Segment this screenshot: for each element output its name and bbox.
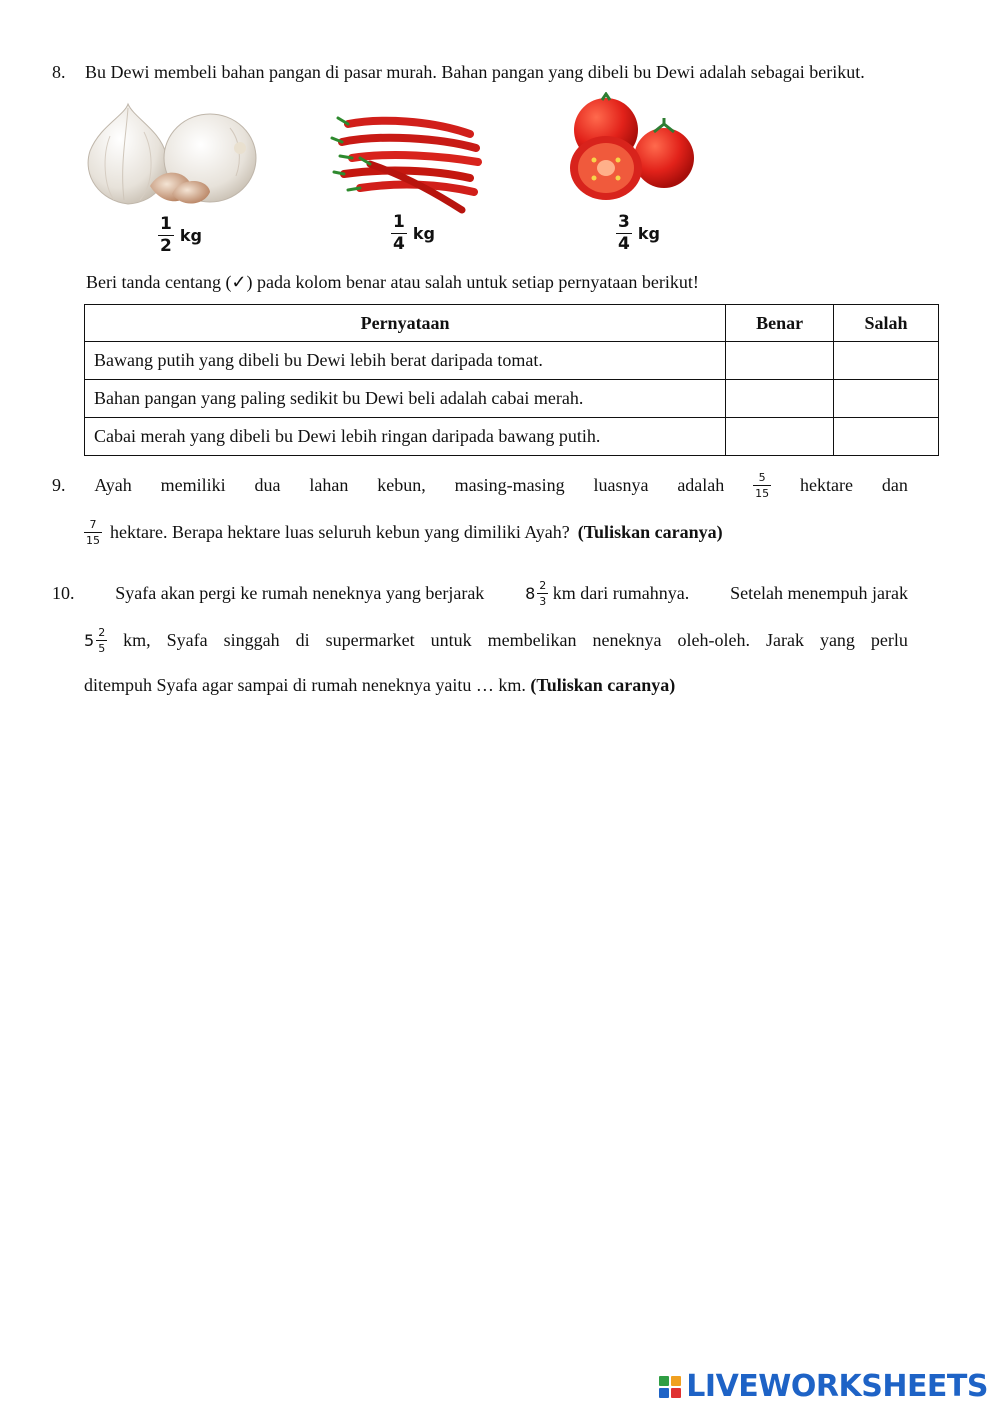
word: perlu bbox=[870, 630, 908, 650]
header-true: Benar bbox=[726, 305, 834, 342]
question-number: 10. bbox=[52, 583, 75, 603]
question-10-line-2 bbox=[84, 627, 908, 654]
logo-icon bbox=[659, 1376, 681, 1398]
table-row bbox=[85, 418, 939, 456]
instruction-bold: (Tuliskan caranya) bbox=[530, 675, 676, 695]
word: dua bbox=[254, 475, 281, 495]
numerator: 7 bbox=[89, 518, 97, 531]
question-text-end: Setelah menempuh jarak bbox=[730, 583, 908, 603]
instruction-bold: (Tuliskan caranya) bbox=[577, 522, 723, 542]
word: km, bbox=[123, 630, 151, 650]
numerator: 3 bbox=[618, 212, 630, 232]
question-text: Syafa akan pergi ke rumah neneknya yang berjarak bbox=[115, 583, 485, 603]
question-text: ditempuh Syafa agar sampai di rumah neneknya yaitu … km. bbox=[84, 675, 526, 695]
statement-table bbox=[84, 304, 939, 456]
unit: kg bbox=[637, 224, 660, 243]
true-checkbox-cell[interactable] bbox=[726, 418, 834, 456]
numerator: 1 bbox=[160, 214, 172, 234]
denominator: 3 bbox=[539, 595, 547, 608]
word: kebun, bbox=[377, 475, 426, 495]
question-text: hektare. Berapa hektare luas seluruh kebun yang dimiliki Ayah? bbox=[110, 522, 570, 542]
question-10-line-1 bbox=[52, 580, 908, 607]
unit: kg bbox=[412, 224, 435, 243]
header-false: Salah bbox=[834, 305, 939, 342]
garlic-image bbox=[80, 96, 260, 211]
denominator: 15 bbox=[86, 534, 100, 547]
mixed-number-distance bbox=[525, 580, 689, 607]
word: Jarak bbox=[765, 630, 804, 650]
word: supermarket bbox=[325, 630, 415, 650]
numerator: 2 bbox=[98, 626, 106, 639]
denominator: 4 bbox=[393, 234, 405, 254]
fraction bbox=[96, 627, 107, 654]
question-text: Bu Dewi membeli bahan pangan di pasar murah. Bahan pangan yang dibeli bu Dewi adalah sebagai berikut. bbox=[85, 62, 865, 82]
unit: kg bbox=[179, 226, 202, 245]
question-9-line-2 bbox=[84, 519, 723, 546]
whole: 8 bbox=[525, 584, 536, 603]
table-row bbox=[85, 342, 939, 380]
word: hektare bbox=[800, 475, 853, 495]
word: lahan bbox=[309, 475, 349, 495]
question-10-line-3 bbox=[84, 672, 675, 698]
denominator: 5 bbox=[98, 642, 106, 655]
whole: 5 bbox=[84, 631, 95, 650]
chili-image bbox=[330, 104, 485, 216]
question-text-after: km dari rumahnya. bbox=[552, 583, 690, 603]
statement-cell: Cabai merah yang dibeli bu Dewi lebih ringan daripada bawang putih. bbox=[85, 418, 726, 456]
word: memiliki bbox=[160, 475, 226, 495]
fraction-area-2 bbox=[84, 519, 102, 546]
table-row bbox=[85, 380, 939, 418]
word: dan bbox=[881, 475, 908, 495]
mixed-number bbox=[84, 627, 107, 654]
chili-weight bbox=[391, 214, 435, 253]
denominator: 4 bbox=[618, 234, 630, 254]
question-number: 8. bbox=[52, 62, 66, 82]
word: yang bbox=[819, 630, 855, 650]
word: di bbox=[295, 630, 310, 650]
word: neneknya bbox=[592, 630, 662, 650]
statement-cell: Bawang putih yang dibeli bu Dewi lebih berat daripada tomat. bbox=[85, 342, 726, 380]
tomato-image bbox=[566, 92, 700, 204]
word: untuk bbox=[430, 630, 472, 650]
fraction-area-1 bbox=[753, 472, 771, 499]
mixed-number bbox=[525, 580, 548, 607]
word: luasnya bbox=[593, 475, 649, 495]
word: masing-masing bbox=[454, 475, 565, 495]
question-8-text bbox=[52, 60, 952, 84]
fraction bbox=[391, 214, 407, 253]
word: membelikan bbox=[487, 630, 577, 650]
question-9-line-1 bbox=[52, 472, 908, 499]
false-checkbox-cell[interactable] bbox=[834, 342, 939, 380]
fraction bbox=[158, 216, 174, 255]
question-number: 9. bbox=[52, 475, 66, 495]
liveworksheets-logo[interactable] bbox=[659, 1369, 988, 1404]
fraction bbox=[616, 214, 632, 253]
word: singgah bbox=[223, 630, 280, 650]
denominator: 15 bbox=[755, 487, 770, 500]
header-statement: Pernyataan bbox=[85, 305, 726, 342]
false-checkbox-cell[interactable] bbox=[834, 418, 939, 456]
instruction-text: Beri tanda centang (✓) pada kolom benar atau salah untuk setiap pernyataan berikut! bbox=[86, 272, 699, 292]
fraction bbox=[537, 580, 548, 607]
false-checkbox-cell[interactable] bbox=[834, 380, 939, 418]
true-checkbox-cell[interactable] bbox=[726, 342, 834, 380]
word: oleh-oleh. bbox=[677, 630, 750, 650]
numerator: 2 bbox=[539, 579, 547, 592]
table-header-row bbox=[85, 305, 939, 342]
tomato-weight bbox=[616, 214, 660, 253]
logo-text: LIVEWORKSHEETS bbox=[686, 1369, 988, 1404]
true-checkbox-cell[interactable] bbox=[726, 380, 834, 418]
denominator: 2 bbox=[160, 236, 172, 256]
garlic-weight bbox=[158, 216, 202, 255]
word: Syafa bbox=[166, 630, 208, 650]
word: Ayah bbox=[94, 475, 132, 495]
numerator: 1 bbox=[393, 212, 405, 232]
numerator: 5 bbox=[758, 471, 766, 484]
word: adalah bbox=[677, 475, 725, 495]
statement-cell: Bahan pangan yang paling sedikit bu Dewi beli adalah cabai merah. bbox=[85, 380, 726, 418]
